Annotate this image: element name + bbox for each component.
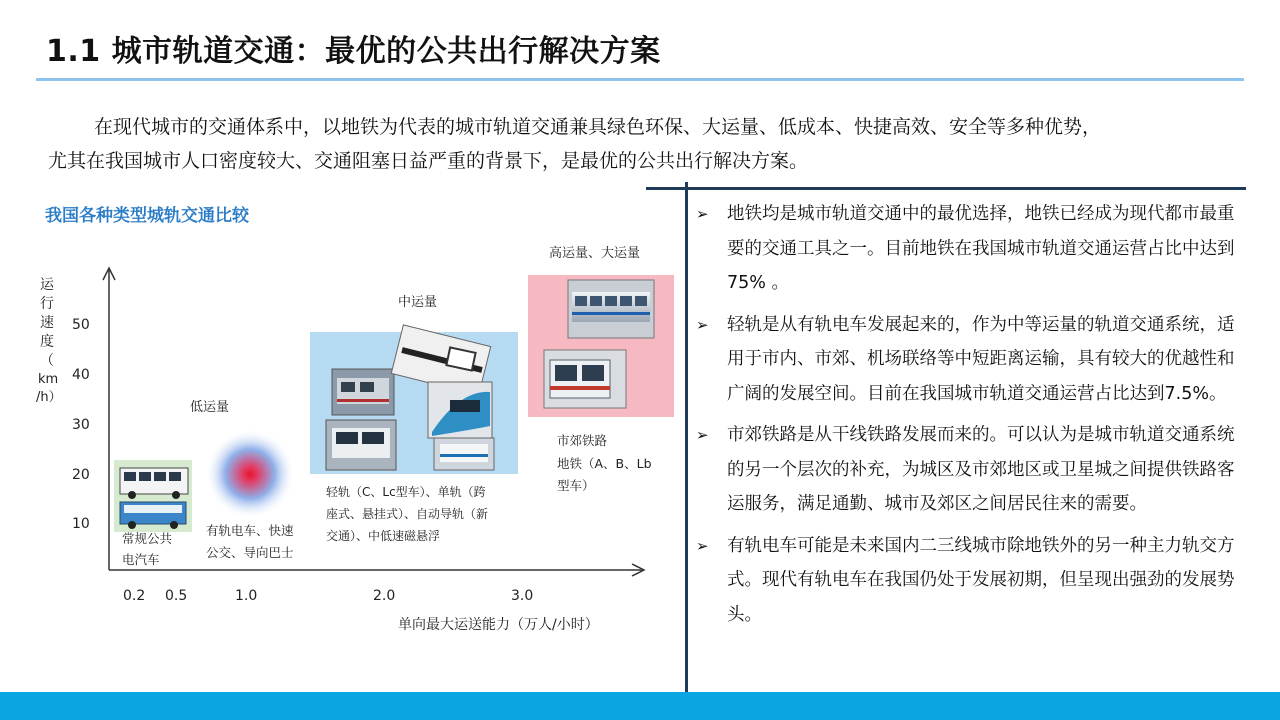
y-axis-label-2: 行: [40, 296, 54, 312]
mid-capacity-label-1: 轻轨（C、Lc型车）、单轨（跨: [326, 485, 486, 499]
arrowhead-icon: ➢: [696, 315, 709, 334]
y-tick-30: 30: [72, 417, 90, 433]
bus-label-1: 常规公共: [122, 531, 173, 546]
section-divider-horizontal: [646, 187, 1246, 190]
bullet-item-light-rail: [696, 308, 1236, 412]
y-axis-label-1: 运: [40, 277, 54, 293]
figure-title: 我国各种类型城轨交通比较: [45, 206, 249, 226]
y-tick-10: 10: [72, 516, 90, 532]
bus-photo-1: [120, 468, 188, 499]
y-axis-label-3: 速: [40, 315, 54, 331]
y-axis-label-5: （: [40, 353, 54, 369]
bottom-accent-bar: [0, 692, 1280, 720]
page-title: 1.1 城市轨道交通：最优的公共出行解决方案: [46, 34, 661, 69]
intro-paragraph: [48, 110, 1238, 178]
bullet-text: 有轨电车可能是未来国内二三线城市除地铁外的另一种主力轨交方式。现代有轨电车在我国仍处于发展初期，但呈现出强劲的发展势头。: [727, 535, 1235, 625]
light-rail-photo-1: [332, 369, 394, 415]
comparison-figure: [30, 192, 685, 642]
mid-capacity-header: 中运量: [398, 295, 438, 310]
x-tick-2.0: 2.0: [373, 588, 396, 604]
y-axis-label-7: /h）: [36, 390, 62, 405]
bullet-text: 地铁均是城市轨道交通中的最优选择，地铁已经成为现代都市最重要的交通工具之一。目前地铁在我国城市轨道交通运营占比中达到75% 。: [727, 204, 1235, 293]
section-divider-vertical: [685, 182, 688, 694]
metro-photo-1: [568, 280, 654, 338]
high-capacity-header: 高运量、大运量: [549, 246, 641, 261]
high-capacity-label-2: 地铁（A、B、Lb: [557, 456, 652, 471]
y-axis-label-6: km: [38, 372, 59, 387]
bus-label-2: 电汽车: [122, 552, 160, 567]
light-rail-photo-2: [326, 420, 396, 470]
x-tick-1.0: 1.0: [235, 588, 258, 604]
low-capacity-header: 低运量: [190, 400, 230, 415]
automated-guideway-photo: [428, 382, 492, 438]
x-axis-label: 单向最大运送能力（万人/小时）: [398, 617, 599, 633]
title-underline: [36, 78, 1244, 81]
x-tick-3.0: 3.0: [511, 588, 534, 604]
y-tick-20: 20: [72, 467, 90, 483]
x-tick-0.2: 0.2: [123, 588, 146, 604]
bullet-item-metro: [696, 197, 1236, 301]
maglev-photo: [434, 438, 494, 470]
y-tick-40: 40: [72, 367, 90, 383]
comparison-diagram: [30, 192, 685, 642]
low-capacity-gradient: [205, 429, 295, 519]
y-tick-50: 50: [72, 317, 90, 333]
high-capacity-label-1: 市郊铁路: [557, 433, 608, 448]
mid-capacity-label-3: 交通）、中低速磁悬浮: [326, 529, 441, 543]
mid-capacity-label-2: 座式、悬挂式）、自动导轨（新: [326, 507, 489, 521]
x-tick-0.5: 0.5: [165, 588, 188, 604]
intro-line-1: 在现代城市的交通体系中，以地铁为代表的城市轨道交通兼具绿色环保、大运量、低成本、快捷高效、安全等多种优势，: [94, 116, 1102, 138]
bullet-text: 轻轨是从有轨电车发展起来的，作为中等运量的轨道交通系统，适用于市内、市郊、机场联络等中短距离运输，具有较大的优越性和广阔的发展空间。目前在我国城市轨道交通运营占比达到7.5%。: [727, 314, 1235, 404]
y-axis-label-4: 度: [40, 334, 54, 350]
arrowhead-icon: ➢: [696, 426, 709, 444]
bullet-item-suburban-rail: [696, 418, 1236, 522]
bullet-item-tram: [696, 529, 1236, 633]
arrowhead-icon: ➢: [696, 205, 709, 223]
bullet-list: [696, 197, 1236, 639]
arrowhead-icon: ➢: [696, 536, 709, 555]
low-capacity-label-2: 公交、导向巴士: [206, 545, 294, 560]
intro-line-2: 尤其在我国城市人口密度较大、交通阻塞日益严重的背景下，是最优的公共出行解决方案。: [48, 150, 809, 172]
metro-photo-2: [544, 350, 626, 408]
high-capacity-label-3: 型车）: [557, 478, 595, 493]
low-capacity-label-1: 有轨电车、快速: [206, 523, 294, 538]
bullet-text: 市郊铁路是从干线铁路发展而来的。可以认为是城市轨道交通系统的另一个层次的补充，为城区及市郊地区或卫星城之间提供铁路客运服务，满足通勤、城市及郊区之间居民往来的需要。: [727, 425, 1235, 514]
